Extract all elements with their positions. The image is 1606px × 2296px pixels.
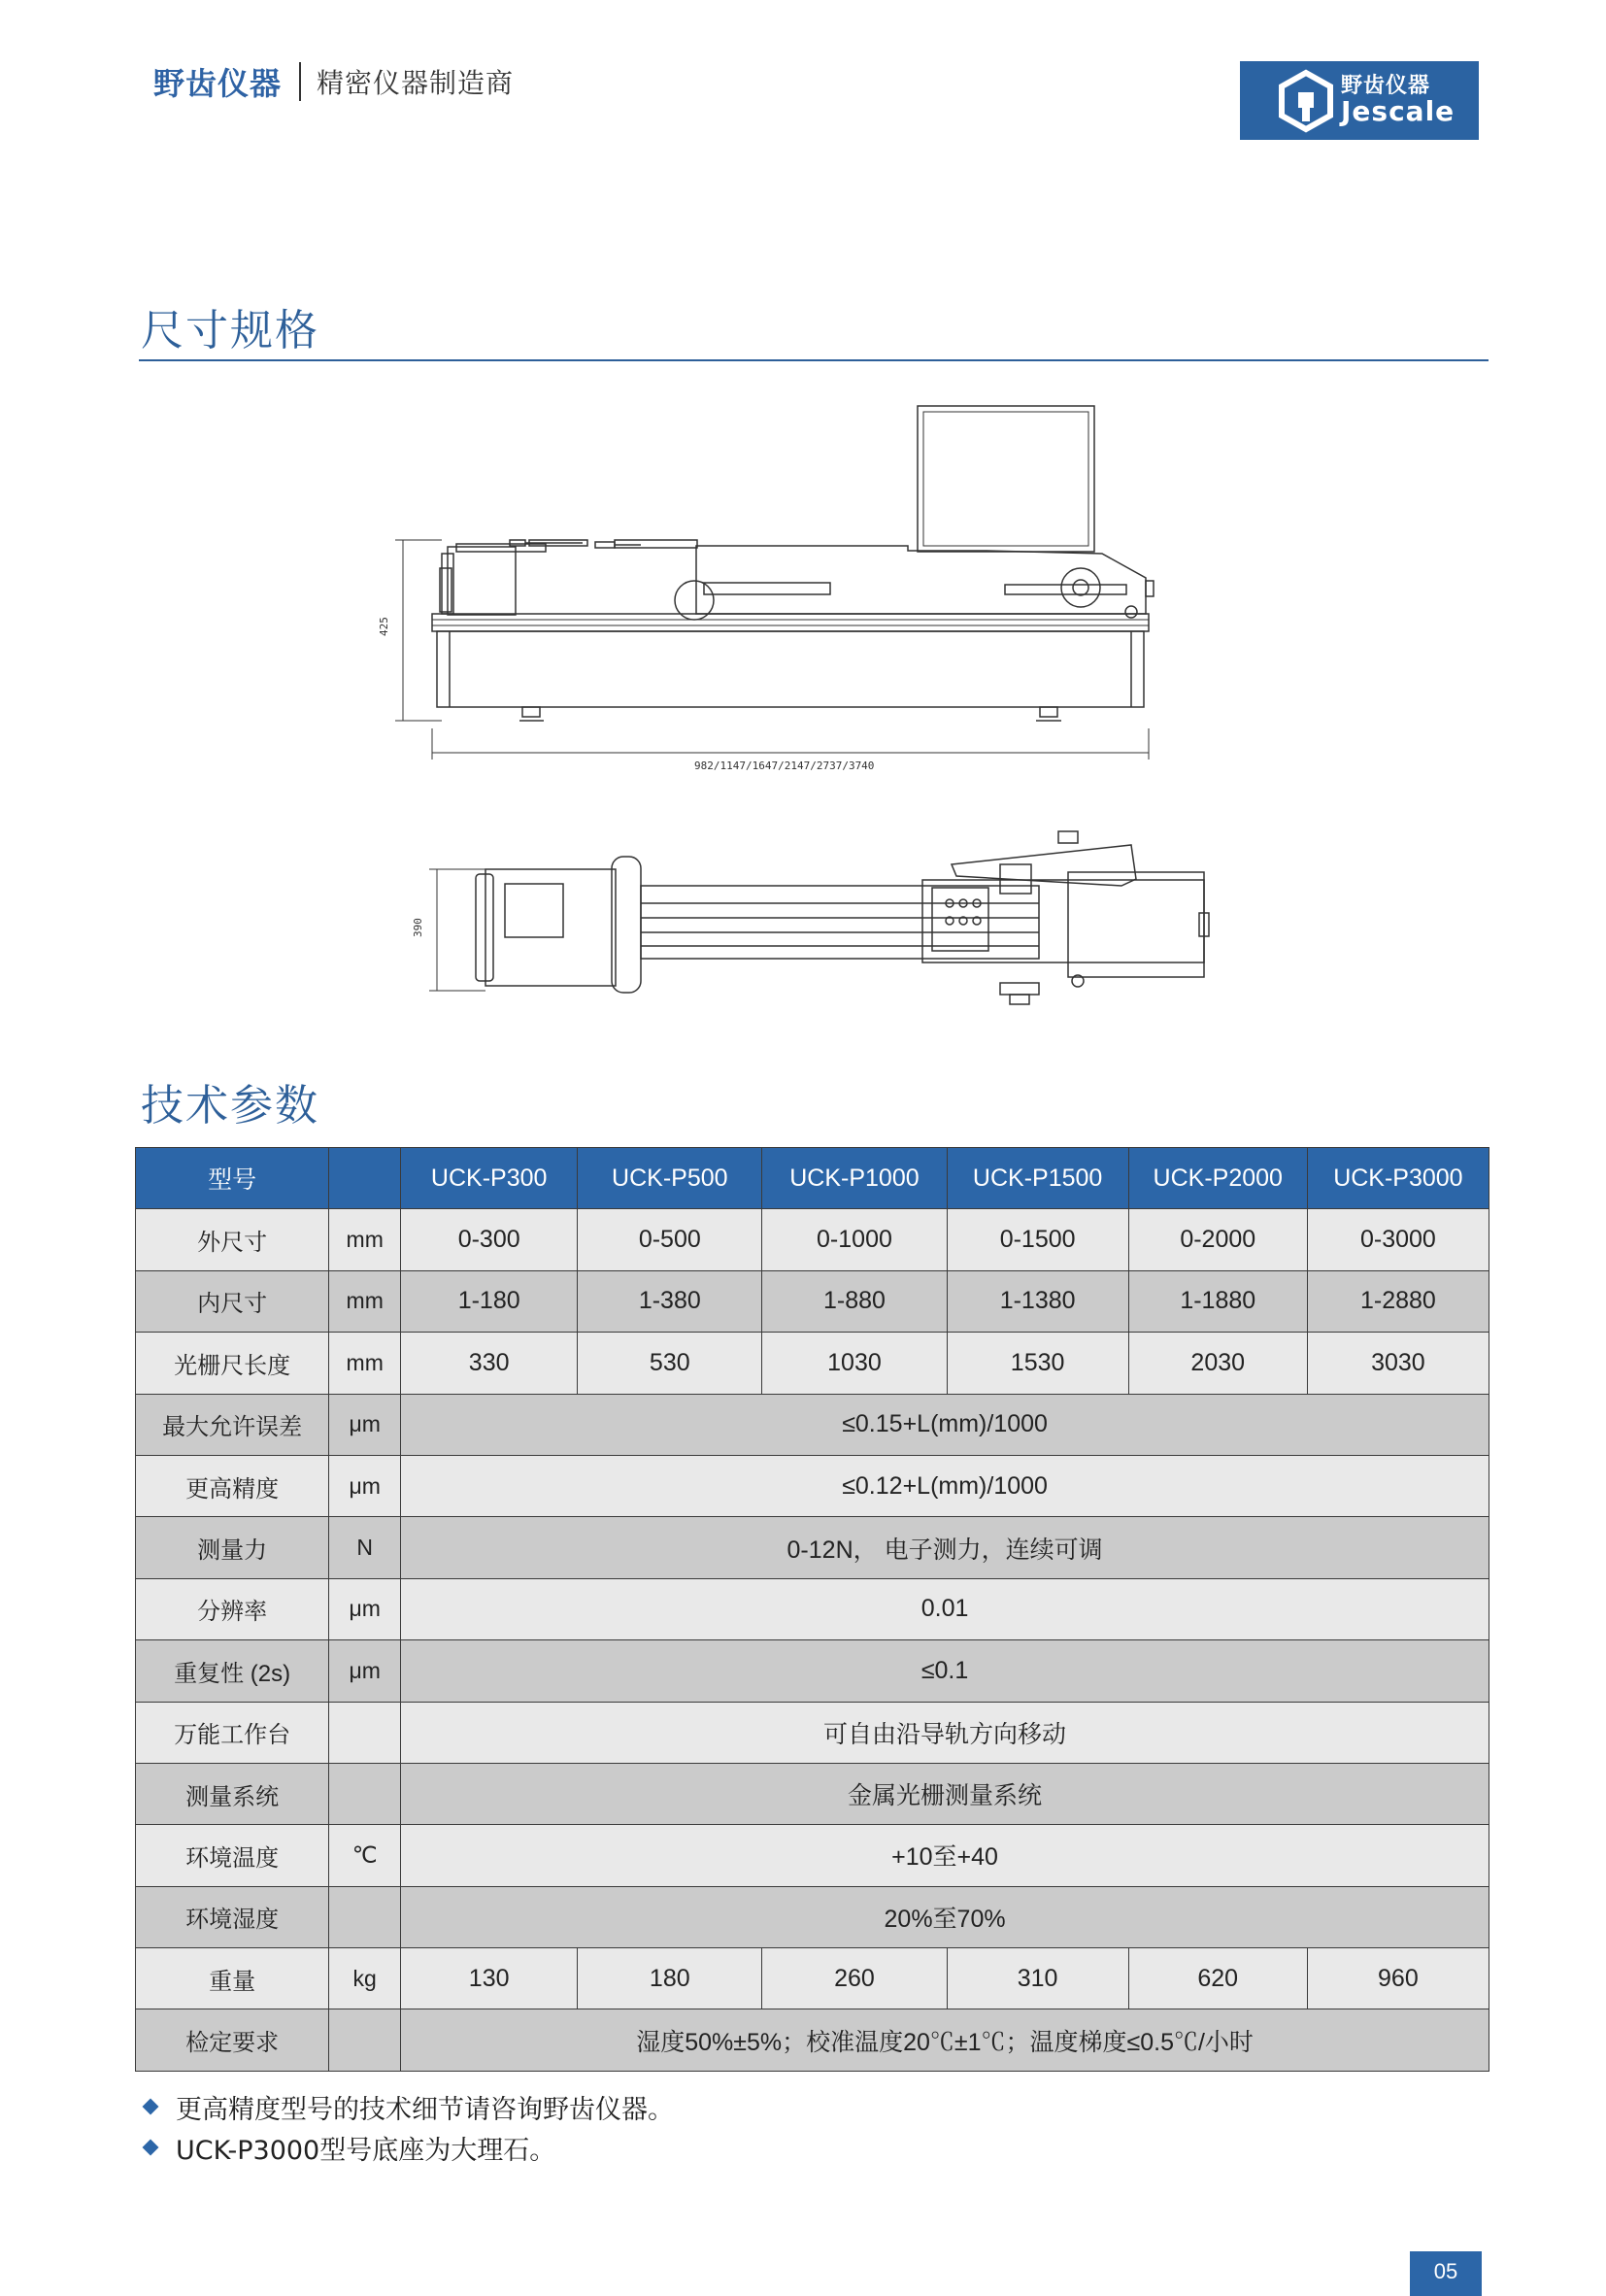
row-unit: μm	[329, 1394, 401, 1455]
logo-chinese-text: 野齿仪器	[1341, 74, 1431, 99]
row-value: 1-2880	[1307, 1270, 1489, 1332]
row-value: 0-2000	[1128, 1209, 1307, 1270]
row-param: 检定要求	[136, 2009, 329, 2071]
diamond-bullet-icon	[143, 2140, 159, 2156]
row-merged-value: ≤0.1	[401, 1640, 1489, 1702]
row-param: 重量	[136, 1948, 329, 2009]
table-row	[136, 1948, 1489, 2009]
row-value: 960	[1307, 1948, 1489, 2009]
table-row	[136, 1886, 1489, 1947]
table-row	[136, 1455, 1489, 1516]
notes-list	[141, 2086, 674, 2168]
row-param: 外尺寸	[136, 1209, 329, 1270]
header-model: UCK-P1000	[762, 1148, 947, 1209]
header-model: UCK-P500	[578, 1148, 762, 1209]
row-param: 最大允许误差	[136, 1394, 329, 1455]
row-value: 330	[401, 1333, 578, 1394]
row-unit: μm	[329, 1578, 401, 1639]
row-value: 0-3000	[1307, 1209, 1489, 1270]
row-value: 1-180	[401, 1270, 578, 1332]
table-row	[136, 2009, 1489, 2071]
row-unit	[329, 1886, 401, 1947]
row-merged-value: 0-12N， 电子测力，连续可调	[401, 1517, 1489, 1578]
table-row	[136, 1825, 1489, 1886]
row-value: 0-1000	[762, 1209, 947, 1270]
row-merged-value: ≤0.12+L(mm)/1000	[401, 1455, 1489, 1516]
table-row	[136, 1578, 1489, 1639]
specs-section-title: 技术参数	[141, 1081, 319, 1131]
row-param: 测量力	[136, 1517, 329, 1578]
top-view-drawing	[412, 826, 1233, 1030]
table-row	[136, 1702, 1489, 1763]
row-merged-value: 0.01	[401, 1578, 1489, 1639]
row-value: 2030	[1128, 1333, 1307, 1394]
front-length-dimension: 982/1147/1647/2147/2737/3740	[694, 760, 875, 772]
row-value: 180	[578, 1948, 762, 2009]
row-unit: mm	[329, 1270, 401, 1332]
note-text: 更高精度型号的技术细节请咨询野齿仪器。	[176, 2094, 674, 2125]
row-value: 1-380	[578, 1270, 762, 1332]
row-merged-value: 湿度50%±5%；校准温度20℃±1℃；温度梯度≤0.5℃/小时	[401, 2009, 1489, 2071]
logo-english-text: Jescale	[1341, 95, 1455, 128]
page-number: 05	[1410, 2251, 1482, 2296]
section-divider	[139, 359, 1489, 361]
company-logo	[1240, 61, 1479, 140]
row-param: 测量系统	[136, 1763, 329, 1824]
brand-name: 野齿仪器	[153, 65, 283, 102]
table-row	[136, 1270, 1489, 1332]
front-view-drawing	[378, 398, 1199, 787]
list-item	[141, 2127, 674, 2168]
row-param: 环境温度	[136, 1825, 329, 1886]
row-value: 1-880	[762, 1270, 947, 1332]
row-param: 环境湿度	[136, 1886, 329, 1947]
front-height-dimension: 425	[378, 617, 390, 636]
row-unit: mm	[329, 1333, 401, 1394]
header-model: UCK-P300	[401, 1148, 578, 1209]
jescale-logo-icon	[1279, 71, 1333, 131]
header-model: UCK-P1500	[947, 1148, 1128, 1209]
row-param: 内尺寸	[136, 1270, 329, 1332]
list-item	[141, 2086, 674, 2127]
row-value: 530	[578, 1333, 762, 1394]
row-merged-value: 金属光栅测量系统	[401, 1763, 1489, 1824]
row-value: 1-1880	[1128, 1270, 1307, 1332]
dimensions-section-title: 尺寸规格	[141, 306, 319, 355]
row-value: 260	[762, 1948, 947, 2009]
row-unit	[329, 1702, 401, 1763]
row-value: 1530	[947, 1333, 1128, 1394]
row-value: 1030	[762, 1333, 947, 1394]
row-unit: mm	[329, 1209, 401, 1270]
header-unit	[329, 1148, 401, 1209]
row-unit	[329, 2009, 401, 2071]
row-param: 更高精度	[136, 1455, 329, 1516]
row-value: 0-500	[578, 1209, 762, 1270]
row-value: 3030	[1307, 1333, 1489, 1394]
note-text: UCK-P3000型号底座为大理石。	[176, 2135, 556, 2166]
table-row	[136, 1763, 1489, 1824]
row-value: 1-1380	[947, 1270, 1128, 1332]
row-unit: N	[329, 1517, 401, 1578]
row-merged-value: 20%至70%	[401, 1886, 1489, 1947]
top-width-dimension: 390	[412, 918, 424, 937]
row-value: 620	[1128, 1948, 1307, 2009]
header-model: UCK-P3000	[1307, 1148, 1489, 1209]
diamond-bullet-icon	[143, 2099, 159, 2115]
row-param: 重复性 (2s)	[136, 1640, 329, 1702]
row-value: 310	[947, 1948, 1128, 2009]
row-value: 130	[401, 1948, 578, 2009]
row-unit: μm	[329, 1640, 401, 1702]
row-merged-value: +10至+40	[401, 1825, 1489, 1886]
row-unit: μm	[329, 1455, 401, 1516]
spec-table	[135, 1147, 1489, 2072]
table-header-row	[136, 1148, 1489, 1209]
row-param: 万能工作台	[136, 1702, 329, 1763]
row-merged-value: ≤0.15+L(mm)/1000	[401, 1394, 1489, 1455]
table-row	[136, 1209, 1489, 1270]
brand-slogan: 精密仪器制造商	[317, 67, 515, 99]
row-unit: kg	[329, 1948, 401, 2009]
table-row	[136, 1517, 1489, 1578]
row-param: 光栅尺长度	[136, 1333, 329, 1394]
row-unit: ℃	[329, 1825, 401, 1886]
header-param: 型号	[136, 1148, 329, 1209]
header-model: UCK-P2000	[1128, 1148, 1307, 1209]
row-merged-value: 可自由沿导轨方向移动	[401, 1702, 1489, 1763]
row-value: 0-300	[401, 1209, 578, 1270]
table-row	[136, 1640, 1489, 1702]
table-row	[136, 1394, 1489, 1455]
row-value: 0-1500	[947, 1209, 1128, 1270]
row-unit	[329, 1763, 401, 1824]
row-param: 分辨率	[136, 1578, 329, 1639]
table-row	[136, 1333, 1489, 1394]
brand-divider	[299, 62, 301, 101]
brand-header	[153, 60, 514, 103]
